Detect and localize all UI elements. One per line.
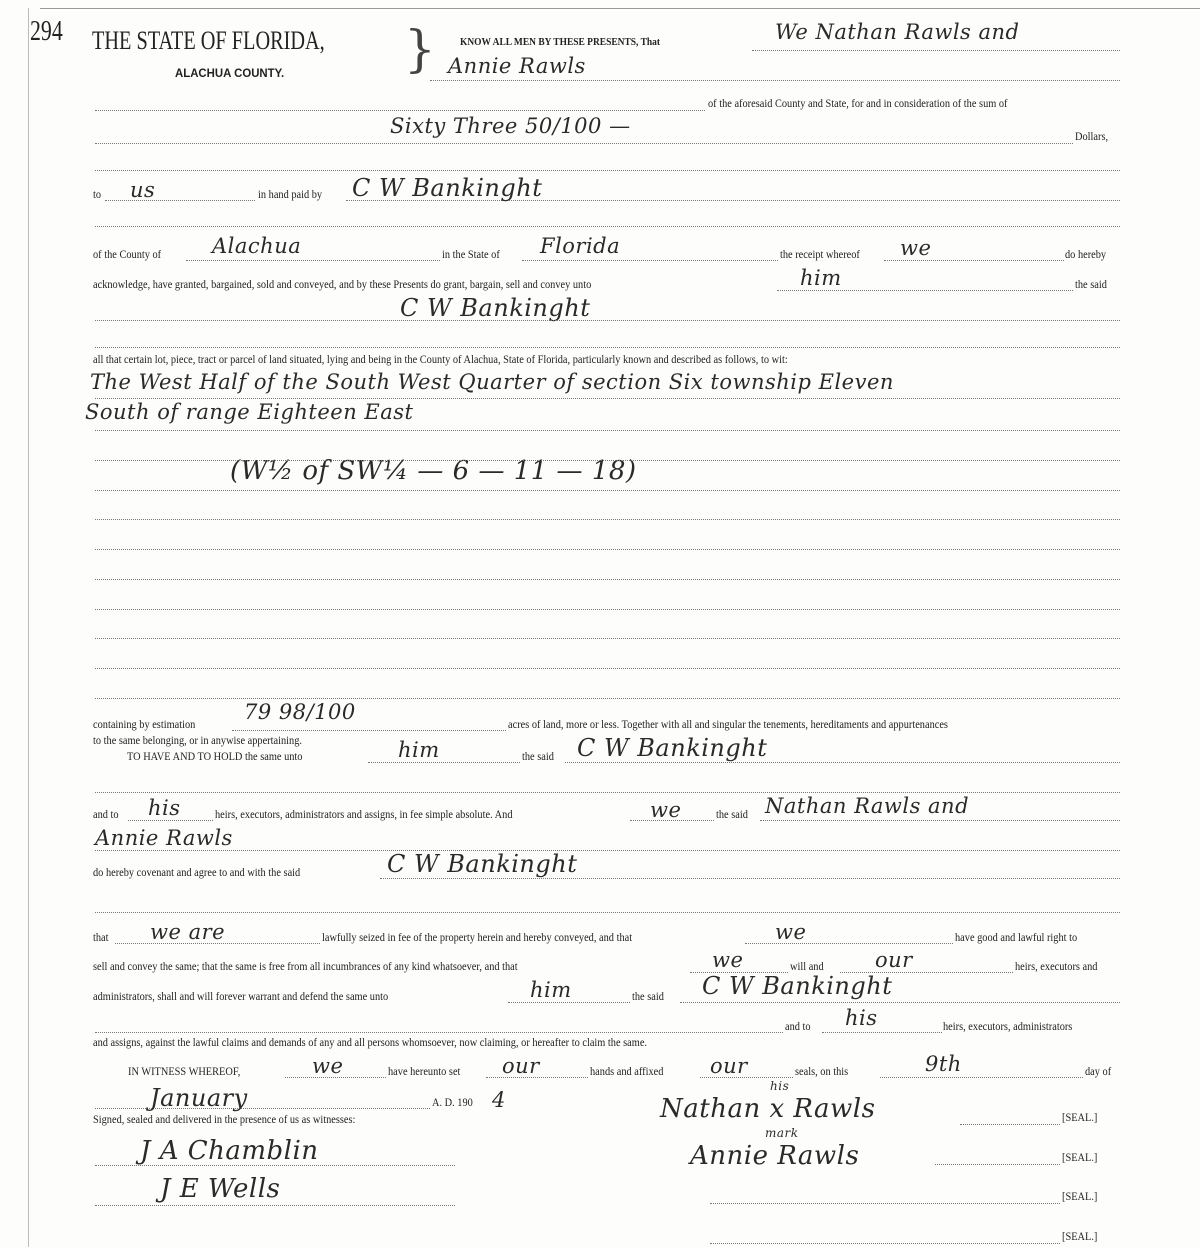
dotted-line (960, 1124, 1060, 1125)
grantee-handwritten: C W Bankinght (400, 294, 591, 322)
day-handwritten: 9th (925, 1052, 962, 1076)
right-text: have good and lawful right to (955, 932, 1078, 944)
receipt-handwritten: we (900, 236, 932, 260)
witness-handwritten: our (502, 1054, 540, 1078)
the-said-text: the said (632, 991, 664, 1003)
of-county-text: of the County of (93, 249, 162, 261)
will-and-text: will and (790, 961, 824, 973)
free-handwritten: we (712, 948, 744, 972)
that-handwritten: we are (150, 920, 226, 944)
signed-text: Signed, sealed and delivered in the presence of us as witnesses: (93, 1114, 356, 1126)
to-have-text: TO HAVE AND TO HOLD the same unto (127, 751, 303, 763)
assigns-text: and assigns, against the lawful claims and demands of any and all persons whomsoever, now claiming, or hereafter to claim the same. (93, 1037, 648, 1049)
and-to-text: and to (93, 809, 119, 821)
the-said-text: the said (716, 809, 748, 821)
dotted-line (95, 226, 1120, 227)
land-intro-text: all that certain lot, piece, tract or parcel of land situated, lying and being in the County of Alachua, State of Florida, particularly known and described as follows, to wit: (93, 354, 788, 366)
witness-signature: J A Chamblin (140, 1136, 319, 1166)
dotted-line (777, 290, 1073, 291)
dotted-line (95, 519, 1120, 520)
grantee-handwritten: C W Bankinght (387, 850, 578, 878)
seal-label: [SEAL.] (1062, 1191, 1098, 1203)
to-text: to (93, 189, 102, 201)
dotted-line (95, 1165, 455, 1166)
grantor-signature: Nathan x Rawls (660, 1094, 876, 1124)
grantor-signature: Annie Rawls (690, 1141, 860, 1171)
seal-label: [SEAL.] (1062, 1152, 1098, 1164)
seal-label: [SEAL.] (1062, 1231, 1098, 1243)
grantee-handwritten: C W Bankinght (352, 174, 543, 202)
that-handwritten: we (775, 920, 807, 944)
dotted-line (95, 398, 1120, 399)
do-hereby-text: do hereby (1065, 249, 1107, 261)
dotted-line (565, 762, 1120, 763)
seized-text: lawfully seized in fee of the property herein and hereby conveyed, and that (322, 932, 633, 944)
grantee-handwritten: C W Bankinght (702, 972, 893, 1000)
dotted-line (508, 1002, 630, 1003)
dotted-line (95, 110, 705, 111)
dotted-line (95, 609, 1120, 610)
acres-handwritten: 79 98/100 (244, 700, 356, 724)
covenant-text: do hereby covenant and agree to and with the said (93, 867, 301, 879)
to-handwritten: us (130, 178, 156, 202)
dotted-line (95, 1108, 430, 1109)
the-said-text: the said (1075, 279, 1107, 291)
unto-handwritten: him (530, 978, 572, 1002)
dotted-line (95, 170, 1120, 171)
dotted-line (95, 698, 1120, 699)
convey-text: acknowledge, have granted, bargained, sold and conveyed, and by these Presents do grant, bargain, sell and convey unto (93, 279, 592, 291)
hands-text: hands and affixed (590, 1066, 664, 1078)
grantors-handwritten: Annie Rawls (448, 54, 586, 78)
land-description-handwritten: South of range Eighteen East (85, 400, 414, 424)
dotted-line (95, 1205, 455, 1206)
dotted-line (95, 850, 1120, 851)
dotted-line (95, 320, 1120, 321)
set-text: have hereunto set (388, 1066, 461, 1078)
dotted-line (105, 200, 255, 201)
the-said-text: the said (522, 751, 554, 763)
witness-handwritten: we (312, 1054, 344, 1078)
his-handwritten: his (845, 1006, 878, 1030)
dotted-line (822, 1032, 942, 1033)
page-border-top (40, 8, 1200, 9)
state-heading: THE STATE OF FLORIDA, (92, 26, 325, 55)
in-witness-text: IN WITNESS WHEREOF, (128, 1066, 241, 1078)
county-handwritten: Alachua (212, 234, 302, 258)
heirs-text: heirs, executors, administrators (943, 1021, 1073, 1033)
page-border-left (28, 8, 29, 1247)
dotted-line (380, 878, 1120, 879)
dotted-line (522, 260, 778, 261)
seals-text: seals, on this (795, 1066, 849, 1078)
consideration-text: of the aforesaid County and State, for and in consideration of the sum of (708, 98, 1008, 110)
county-heading: ALACHUA COUNTY. (175, 66, 285, 80)
dotted-line (95, 347, 1120, 348)
dotted-line (95, 549, 1120, 550)
dotted-line (95, 638, 1120, 639)
dotted-line (880, 1077, 1083, 1078)
unto-handwritten: him (800, 266, 842, 290)
receipt-text: the receipt whereof (780, 249, 860, 261)
that-text: that (93, 932, 109, 944)
grantors-handwritten: We Nathan Rawls and (775, 20, 1020, 44)
brace: } (404, 20, 436, 78)
heirs-text: heirs, executors, administrators and assigns, in fee simple absolute. And (215, 809, 513, 821)
grantors-handwritten: Nathan Rawls and (765, 794, 970, 818)
dotted-line (95, 912, 1120, 913)
dotted-line (368, 762, 520, 763)
dotted-line (430, 80, 1120, 81)
dotted-line (186, 260, 440, 261)
state-handwritten: Florida (540, 234, 621, 258)
year-handwritten: 4 (492, 1088, 506, 1112)
witness-handwritten: our (710, 1054, 748, 1078)
dotted-line (95, 490, 1120, 491)
dotted-line (884, 260, 1064, 261)
free-handwritten: our (875, 948, 913, 972)
heirs-text: heirs, executors and (1015, 961, 1098, 973)
his-mark-label: his (770, 1079, 790, 1093)
dotted-line (710, 1243, 1060, 1244)
free-text: sell and convey the same; that the same is free from all incumbrances of any kind whatsoever, and that (93, 961, 518, 973)
page-number: 294 (30, 16, 63, 47)
ad-text: A. D. 190 (432, 1097, 473, 1109)
dollars-text: Dollars, (1075, 131, 1109, 143)
dotted-line (935, 1164, 1060, 1165)
dotted-line (95, 1032, 783, 1033)
dotted-line (95, 668, 1120, 669)
his-handwritten: his (148, 796, 181, 820)
grantors-handwritten: Annie Rawls (95, 826, 233, 850)
know-all-text: KNOW ALL MEN BY THESE PRESENTS, That (460, 37, 661, 48)
containing-text: containing by estimation (93, 719, 196, 731)
and-to-text: and to (785, 1021, 811, 1033)
dotted-line (680, 1002, 1120, 1003)
day-of-text: day of (1085, 1066, 1112, 1078)
dotted-line (95, 579, 1120, 580)
dotted-line (128, 820, 213, 821)
belonging-text: to the same belonging, or in anywise appertaining. (93, 735, 302, 747)
dotted-line (710, 1203, 1060, 1204)
dotted-line (752, 50, 1120, 51)
unto-handwritten: him (398, 738, 440, 762)
dotted-line (95, 430, 1120, 431)
dotted-line (232, 730, 506, 731)
acres-text: acres of land, more or less. Together with all and singular the tenements, hereditaments and appurtenances (508, 719, 948, 731)
dotted-line (95, 143, 1073, 144)
witness-signature: J E Wells (160, 1174, 281, 1204)
warrant-text: administrators, shall and will forever warrant and defend the same unto (93, 991, 389, 1003)
month-handwritten: January (150, 1084, 248, 1112)
amount-handwritten: Sixty Three 50/100 — (390, 114, 631, 138)
dotted-line (760, 820, 1120, 821)
dotted-line (95, 460, 1120, 461)
and-handwritten: we (650, 798, 682, 822)
dotted-line (95, 792, 1120, 793)
in-state-text: in the State of (442, 249, 500, 261)
grantee-handwritten: C W Bankinght (577, 734, 768, 762)
paid-by-text: in hand paid by (258, 189, 323, 201)
his-mark-label: mark (765, 1126, 799, 1140)
land-description-handwritten: (W½ of SW¼ — 6 — 11 — 18) (230, 456, 637, 486)
seal-label: [SEAL.] (1062, 1112, 1098, 1124)
land-description-handwritten: The West Half of the South West Quarter of section Six township Eleven (90, 370, 894, 394)
